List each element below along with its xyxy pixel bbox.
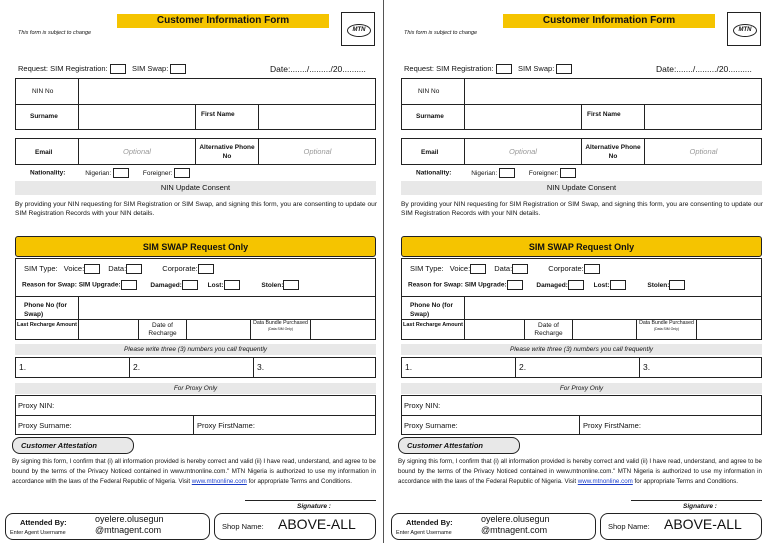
consent-title: NIN Update Consent — [401, 181, 762, 195]
date-field[interactable]: Date:......./........./20.......... — [270, 64, 366, 74]
sim-registration-label: SIM Registration: — [436, 64, 494, 73]
phone-no-label: Phone No (for Swap) — [24, 302, 67, 318]
shop-name-label: Shop Name: — [608, 522, 650, 531]
date-of-recharge-input[interactable] — [188, 321, 249, 339]
reason-row — [22, 280, 374, 290]
lost-label: Lost: — [207, 281, 224, 289]
nationality-label: Nationality: — [416, 169, 452, 177]
nationality-row — [30, 168, 190, 178]
voice-checkbox[interactable] — [84, 264, 100, 274]
frequent-number-2[interactable]: 2. — [133, 362, 141, 372]
shop-name-label: Shop Name: — [222, 522, 264, 531]
shop-name-value[interactable]: ABOVE-ALL — [278, 516, 356, 532]
data-bundle-text: Data Bundle Purchased — [639, 320, 694, 326]
email-label: Email — [35, 149, 53, 156]
form-title: Customer Information Form — [503, 14, 715, 28]
damaged-label: Damaged: — [536, 281, 568, 289]
agent-username-line2: @mtnagent.com — [95, 525, 162, 535]
consent-title: NIN Update Consent — [15, 181, 376, 195]
reason-row — [408, 280, 760, 290]
email-label: Email — [421, 149, 439, 156]
data-label: Data: — [108, 264, 127, 273]
form-subtitle: This form is subject to change — [18, 30, 92, 36]
nigerian-label: Nigerian: — [85, 169, 112, 177]
data-checkbox[interactable] — [126, 264, 142, 274]
stolen-checkbox[interactable] — [669, 280, 685, 290]
frequent-number-3[interactable]: 3. — [257, 362, 265, 372]
frequent-number-2[interactable]: 2. — [519, 362, 527, 372]
data-bundle-label — [637, 320, 696, 332]
sim-upgrade-checkbox[interactable] — [507, 280, 523, 290]
surname-label: Surname — [30, 113, 58, 120]
sim-swap-label: SIM Swap: — [518, 64, 555, 73]
attestation-text — [12, 457, 376, 487]
frequent-title: Please write three (3) numbers you call frequently — [15, 344, 376, 355]
sim-swap-label: SIM Swap: — [132, 64, 169, 73]
mtnonline-link[interactable]: www.mtnonline.com — [577, 478, 633, 485]
foreigner-checkbox[interactable] — [560, 168, 576, 178]
sim-swap-title: SIM SWAP Request Only — [15, 236, 376, 257]
data-checkbox[interactable] — [512, 264, 528, 274]
nin-no-label: NIN No — [418, 88, 440, 95]
sim-type-row — [410, 264, 600, 274]
last-recharge-label: Last Recharge Amount — [402, 322, 463, 328]
request-row — [404, 64, 572, 74]
alternative-phone-input[interactable]: Optional — [689, 147, 718, 156]
date-of-recharge-label: Date of Recharge — [148, 322, 177, 337]
reason-label: Reason for Swap: SIM Upgrade: — [408, 281, 507, 289]
stolen-checkbox[interactable] — [283, 280, 299, 290]
request-label: Request: — [404, 64, 435, 73]
data-bundle-note: (Data SIM Only) — [267, 327, 294, 331]
frequent-title: Please write three (3) numbers you call frequently — [401, 344, 762, 355]
data-bundle-input[interactable] — [312, 321, 374, 339]
foreigner-label: Foreigner: — [528, 169, 559, 177]
mtn-logo — [727, 12, 761, 46]
sim-type-label: SIM Type: — [24, 264, 58, 273]
last-recharge-input[interactable] — [80, 321, 137, 339]
nigerian-label: Nigerian: — [471, 169, 498, 177]
first-name-input[interactable] — [260, 106, 374, 128]
nin-no-label: NIN No — [32, 88, 54, 95]
proxy-nin-field[interactable]: Proxy NIN: — [404, 401, 441, 410]
proxy-surname-field[interactable]: Proxy Surname: — [18, 421, 72, 430]
frequent-number-1[interactable]: 1. — [405, 362, 413, 372]
last-recharge-label: Last Recharge Amount — [16, 322, 77, 328]
alternative-phone-label: Alternative Phone No — [199, 144, 255, 160]
surname-label: Surname — [416, 113, 444, 120]
data-bundle-text: Data Bundle Purchased — [253, 320, 308, 326]
alternative-phone-label: Alternative Phone No — [585, 144, 641, 160]
data-label: Data: — [494, 264, 513, 273]
attestation-tail: for appropriate Terms and Conditions. — [632, 478, 738, 485]
phone-no-input[interactable] — [80, 298, 374, 317]
corporate-label: Corporate: — [162, 264, 198, 273]
sim-registration-label: SIM Registration: — [50, 64, 108, 73]
page-divider — [383, 0, 384, 543]
consent-text: By providing your NIN requesting for SIM Registration or SIM Swap, and signing this form, you are consenting to update our SIM Registration Records with your NIN details. — [401, 201, 763, 217]
signature-label: Signature : — [683, 503, 717, 510]
request-row — [18, 64, 186, 74]
sim-upgrade-checkbox[interactable] — [121, 280, 137, 290]
lost-label: Lost: — [593, 281, 610, 289]
corporate-checkbox[interactable] — [198, 264, 214, 274]
proxy-nin-field[interactable]: Proxy NIN: — [18, 401, 55, 410]
date-of-recharge-input[interactable] — [574, 321, 635, 339]
attestation-body: By signing this form, I confirm that (i) all information provided is hereby correct and valid (ii) I have read, understand, and agree to be bound by the terms of the Privacy Noticed contained in www.mtnonline.com." MTN Nigeria is authorized to use my information in accordance with the laws of the Federal Republic of Nigeria. Visit — [12, 458, 376, 485]
attestation-text — [398, 457, 762, 487]
sim-registration-checkbox[interactable] — [110, 64, 126, 74]
proxy-surname-field[interactable]: Proxy Surname: — [404, 421, 458, 430]
date-field[interactable]: Date:......./........./20.......... — [656, 64, 752, 74]
first-name-label: First Name — [587, 111, 621, 118]
nigerian-checkbox[interactable] — [113, 168, 129, 178]
voice-label: Voice: — [449, 264, 471, 273]
agent-username-line1: oyelere.olusegun — [95, 514, 164, 524]
request-label: Request: — [18, 64, 49, 73]
sim-swap-checkbox[interactable] — [170, 64, 186, 74]
surname-input[interactable] — [80, 106, 193, 128]
attestation-body: By signing this form, I confirm that (i) all information provided is hereby correct and valid (ii) I have read, understand, and agree to be bound by the terms of the Privacy Noticed contained in www.mtnonline.com." MTN Nigeria is authorized to use my information in accordance with the laws of the Federal Republic of Nigeria. Visit — [398, 458, 762, 485]
first-name-input[interactable] — [646, 106, 760, 128]
mtn-logo — [341, 12, 375, 46]
sim-type-label: SIM Type: — [410, 264, 444, 273]
shop-name-value[interactable]: ABOVE-ALL — [664, 516, 742, 532]
last-recharge-input[interactable] — [466, 321, 523, 339]
stolen-label: Stolen: — [647, 281, 670, 289]
damaged-checkbox[interactable] — [568, 280, 584, 290]
corporate-label: Corporate: — [548, 264, 584, 273]
phone-no-input[interactable] — [466, 298, 760, 317]
attestation-title: Customer Attestation — [398, 437, 520, 454]
voice-checkbox[interactable] — [470, 264, 486, 274]
proxy-firstname-field[interactable]: Proxy FirstName: — [197, 421, 255, 430]
mtn-logo-text: MTN — [733, 24, 757, 37]
agent-username-line2: @mtnagent.com — [481, 525, 548, 535]
agent-username-value[interactable] — [95, 514, 164, 536]
damaged-checkbox[interactable] — [182, 280, 198, 290]
alternative-phone-input[interactable]: Optional — [303, 147, 332, 156]
proxy-firstname-field[interactable]: Proxy FirstName: — [583, 421, 641, 430]
nin-no-input[interactable] — [80, 80, 374, 102]
foreigner-label: Foreigner: — [142, 169, 173, 177]
data-bundle-note: (Data SIM Only) — [653, 327, 680, 331]
voice-label: Voice: — [63, 264, 85, 273]
customer-form-left — [0, 0, 380, 543]
agent-username-hint: Enter Agent Username — [10, 530, 66, 536]
sim-type-row — [24, 264, 214, 274]
data-bundle-label — [251, 320, 310, 332]
attestation-title: Customer Attestation — [12, 437, 134, 454]
first-name-label: First Name — [201, 111, 235, 118]
sim-registration-checkbox[interactable] — [496, 64, 512, 74]
nationality-row — [416, 168, 576, 178]
proxy-title: For Proxy Only — [401, 383, 762, 394]
customer-form-right — [386, 0, 766, 543]
frequent-numbers-box — [401, 357, 762, 378]
attended-by-label: Attended By: — [20, 518, 67, 527]
email-input[interactable]: Optional — [509, 147, 537, 156]
agent-username-line1: oyelere.olusegun — [481, 514, 550, 524]
signature-label: Signature : — [297, 503, 331, 510]
corporate-checkbox[interactable] — [584, 264, 600, 274]
mtn-logo-text: MTN — [347, 24, 371, 37]
form-subtitle: This form is subject to change — [404, 30, 478, 36]
nin-no-input[interactable] — [466, 80, 760, 102]
frequent-number-1[interactable]: 1. — [19, 362, 27, 372]
nationality-label: Nationality: — [30, 169, 66, 177]
lost-checkbox[interactable] — [610, 280, 626, 290]
form-title: Customer Information Form — [117, 14, 329, 28]
sim-swap-title: SIM SWAP Request Only — [401, 236, 762, 257]
frequent-numbers-box — [15, 357, 376, 378]
stolen-label: Stolen: — [261, 281, 284, 289]
sim-swap-checkbox[interactable] — [556, 64, 572, 74]
agent-username-hint: Enter Agent Username — [396, 530, 452, 536]
frequent-number-3[interactable]: 3. — [643, 362, 651, 372]
consent-text: By providing your NIN requesting for SIM Registration or SIM Swap, and signing this form, you are consenting to update our SIM Registration Records with your NIN details. — [15, 201, 377, 217]
proxy-title: For Proxy Only — [15, 383, 376, 394]
nigerian-checkbox[interactable] — [499, 168, 515, 178]
email-input[interactable]: Optional — [123, 147, 151, 156]
damaged-label: Damaged: — [150, 281, 182, 289]
attestation-tail: for appropriate Terms and Conditions. — [246, 478, 352, 485]
agent-username-value[interactable] — [481, 514, 550, 536]
foreigner-checkbox[interactable] — [174, 168, 190, 178]
date-of-recharge-label: Date of Recharge — [534, 322, 563, 337]
surname-input[interactable] — [466, 106, 579, 128]
mtnonline-link[interactable]: www.mtnonline.com — [191, 478, 247, 485]
attended-by-label: Attended By: — [406, 518, 453, 527]
reason-label: Reason for Swap: SIM Upgrade: — [22, 281, 121, 289]
data-bundle-input[interactable] — [698, 321, 760, 339]
lost-checkbox[interactable] — [224, 280, 240, 290]
phone-no-label: Phone No (for Swap) — [410, 302, 453, 318]
